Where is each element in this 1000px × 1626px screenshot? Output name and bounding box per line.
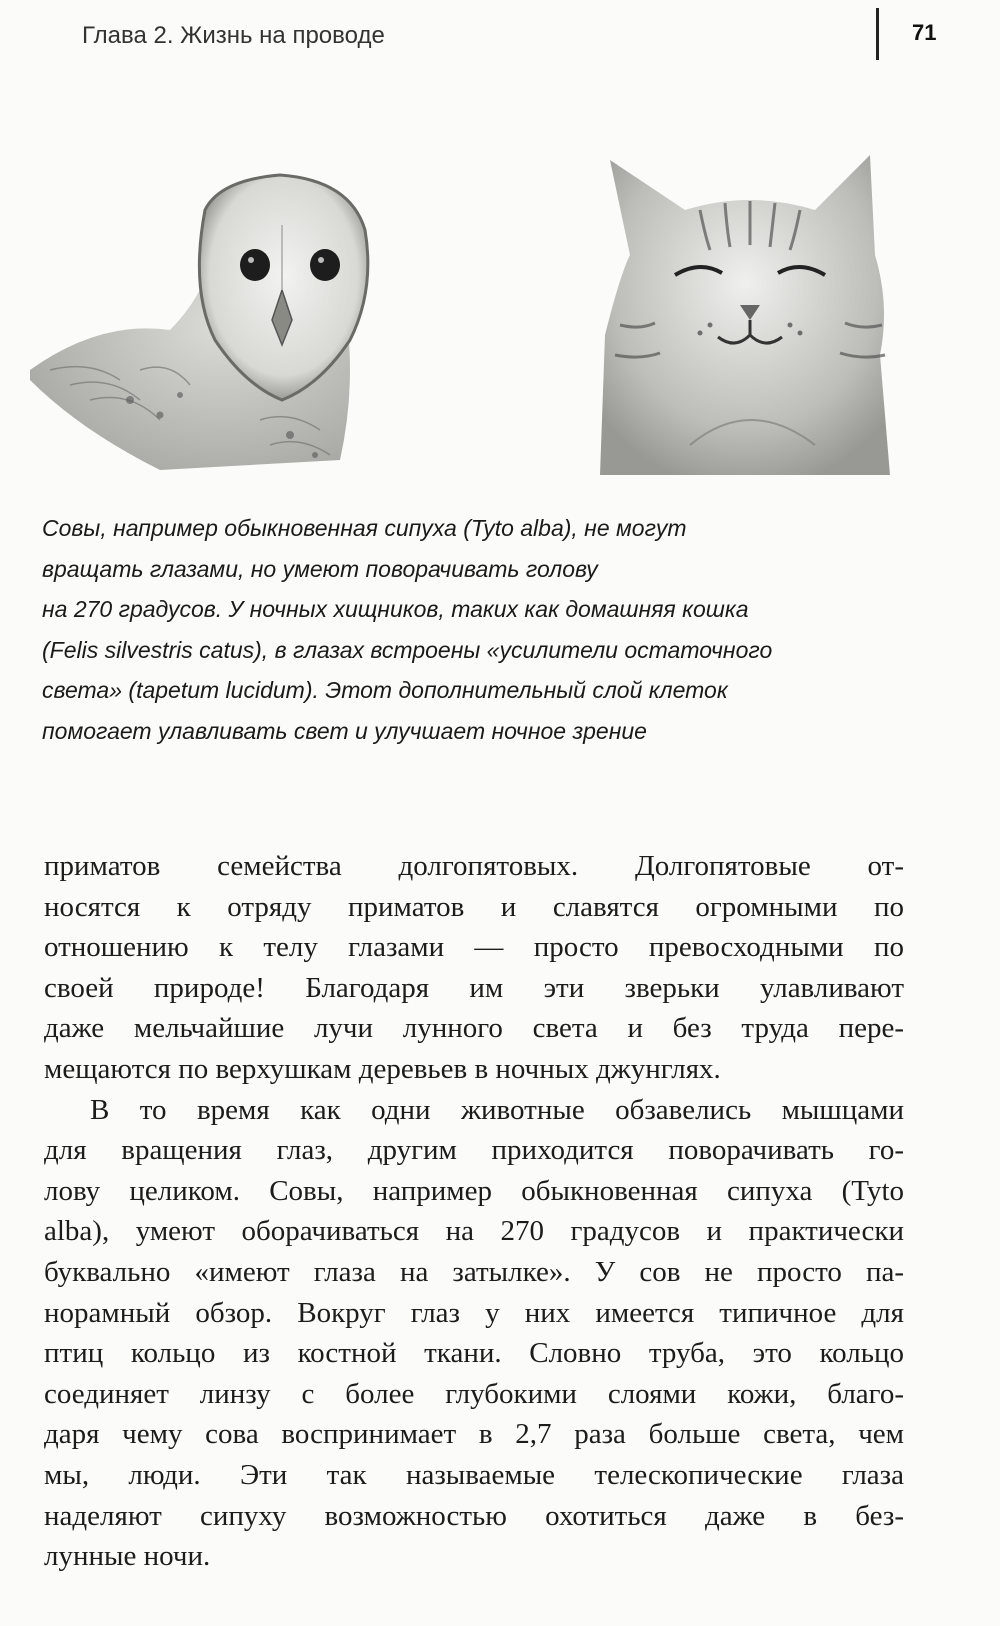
caption-line: (Felis silvestris catus), в глазах встроены «усилители остаточного bbox=[42, 636, 773, 663]
figure-caption bbox=[42, 508, 942, 751]
text-line: лову целиком. Совы, например обыкновенная сипуха (Tyto bbox=[44, 1174, 904, 1207]
owl-illustration bbox=[20, 170, 400, 480]
caption-line: помогает улавливать свет и улучшает ночное зрение bbox=[42, 717, 647, 744]
caption-line: Совы, например обыкновенная сипуха (Tyto alba), не могут bbox=[42, 515, 687, 541]
text-line: alba), умеют оборачиваться на 270 градусов и практически bbox=[44, 1215, 904, 1248]
caption-line: вращать глазами, но умеют поворачивать голову bbox=[42, 555, 598, 582]
text-line: буквально «имеют глаза на затылке». У сов не просто па- bbox=[44, 1255, 904, 1288]
page-number: 71 bbox=[912, 20, 937, 45]
body-text bbox=[44, 846, 904, 1577]
text-line: наделяют сипуху возможностью охотиться даже в без- bbox=[44, 1499, 904, 1532]
text-line: для вращения глаз, другим приходится поворачивать го- bbox=[44, 1134, 904, 1167]
text-line: приматов семейства долгопятовых. Долгопятовые от- bbox=[44, 850, 904, 882]
text-line: птиц кольцо из костной ткани. Словно труба, это кольцо bbox=[44, 1337, 904, 1370]
caption-line: на 270 градусов. У ночных хищников, таких как домашняя кошка bbox=[42, 596, 749, 622]
text-line: отношению к телу глазами — просто превосходными по bbox=[44, 931, 904, 964]
chapter-title: Глава 2. Жизнь на проводе bbox=[82, 22, 385, 49]
text-line: носятся к отряду приматов и славятся огромными по bbox=[44, 890, 904, 923]
text-line: лунные ночи. bbox=[44, 1540, 211, 1573]
cat-illustration bbox=[600, 155, 900, 475]
caption-line: света» (tapetum lucidum). Этот дополнительный слой клеток bbox=[42, 677, 728, 703]
text-line: даже мельчайшие лучи лунного света и без труда пере- bbox=[44, 1012, 904, 1045]
text-line: норамный обзор. Вокруг глаз у них имеется типичное для bbox=[44, 1296, 904, 1329]
text-line: даря чему сова воспринимает в 2,7 раза больше света, чем bbox=[44, 1418, 904, 1451]
text-line: мы, люди. Эти так называемые телескопические глаза bbox=[44, 1458, 904, 1491]
text-line: своей природе! Благодаря им эти зверьки улавливают bbox=[44, 971, 904, 1004]
text-line: соединяет линзу с более глубокими слоями кожи, благо- bbox=[44, 1377, 904, 1410]
text-line: В то время как одни животные обзавелись мышцами bbox=[90, 1093, 904, 1126]
header-divider bbox=[876, 8, 879, 60]
text-line: мещаются по верхушкам деревьев в ночных джунглях. bbox=[44, 1052, 721, 1085]
